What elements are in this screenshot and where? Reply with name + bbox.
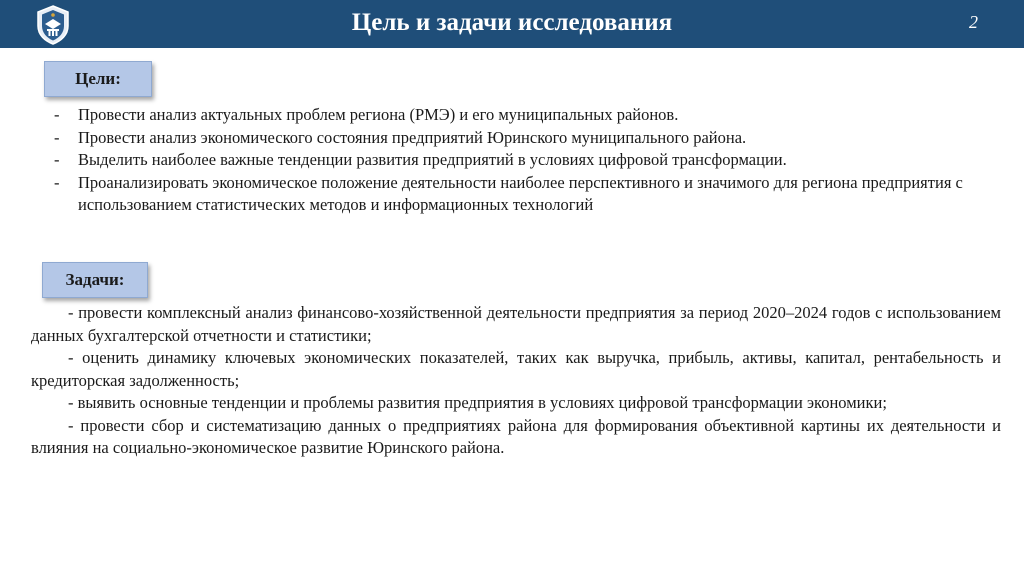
bullet-dash: -: [54, 127, 60, 147]
goal-text: Провести анализ экономического состояния предприятий Юринского муниципального района.: [78, 127, 747, 147]
bullet-dash: -: [54, 172, 60, 192]
goals-list: [54, 104, 994, 217]
goal-item: [54, 149, 994, 172]
bullet-dash: -: [54, 150, 60, 169]
goals-label: Цели:: [44, 61, 152, 97]
task-item: - выявить основные тенденции и проблемы развития предприятия в условиях цифровой трансформации экономики;: [68, 393, 887, 412]
header-bar: [0, 0, 1024, 48]
tasks-list: [31, 302, 1001, 460]
page-number: 2: [969, 12, 978, 32]
task-item: - провести сбор и систематизацию данных о предприятиях района для формирования объективной картины их деятельности и влияния на социально-экономическое развитие Юринского района.: [31, 415, 1001, 457]
tasks-label: Задачи:: [42, 262, 148, 298]
goal-text: Проанализировать экономическое положение деятельности наиболее перспективного и значимого для региона предприятия с использованием статистических методов и информационных технологий: [78, 172, 963, 214]
goal-text: Провести анализ актуальных проблем региона (РМЭ) и его муниципальных районов.: [78, 105, 679, 124]
bullet-dash: -: [54, 105, 60, 124]
goal-item: [54, 104, 994, 127]
slide-title: Цель и задачи исследования: [351, 9, 673, 36]
goal-item: [54, 127, 994, 150]
goal-item: [54, 172, 994, 217]
task-item: - оценить динамику ключевых экономических показателей, таких как выручка, прибыль, активы, капитал, рентабельность и кредиторская задолженность;: [31, 348, 1001, 390]
task-item: - провести комплексный анализ финансово-хозяйственной деятельности предприятия за период 2020–2024 годов с использованием данных бухгалтерской отчетности и статистики;: [31, 303, 1001, 345]
goal-text: Выделить наиболее важные тенденции развития предприятий в условиях цифровой трансформации.: [78, 150, 787, 169]
